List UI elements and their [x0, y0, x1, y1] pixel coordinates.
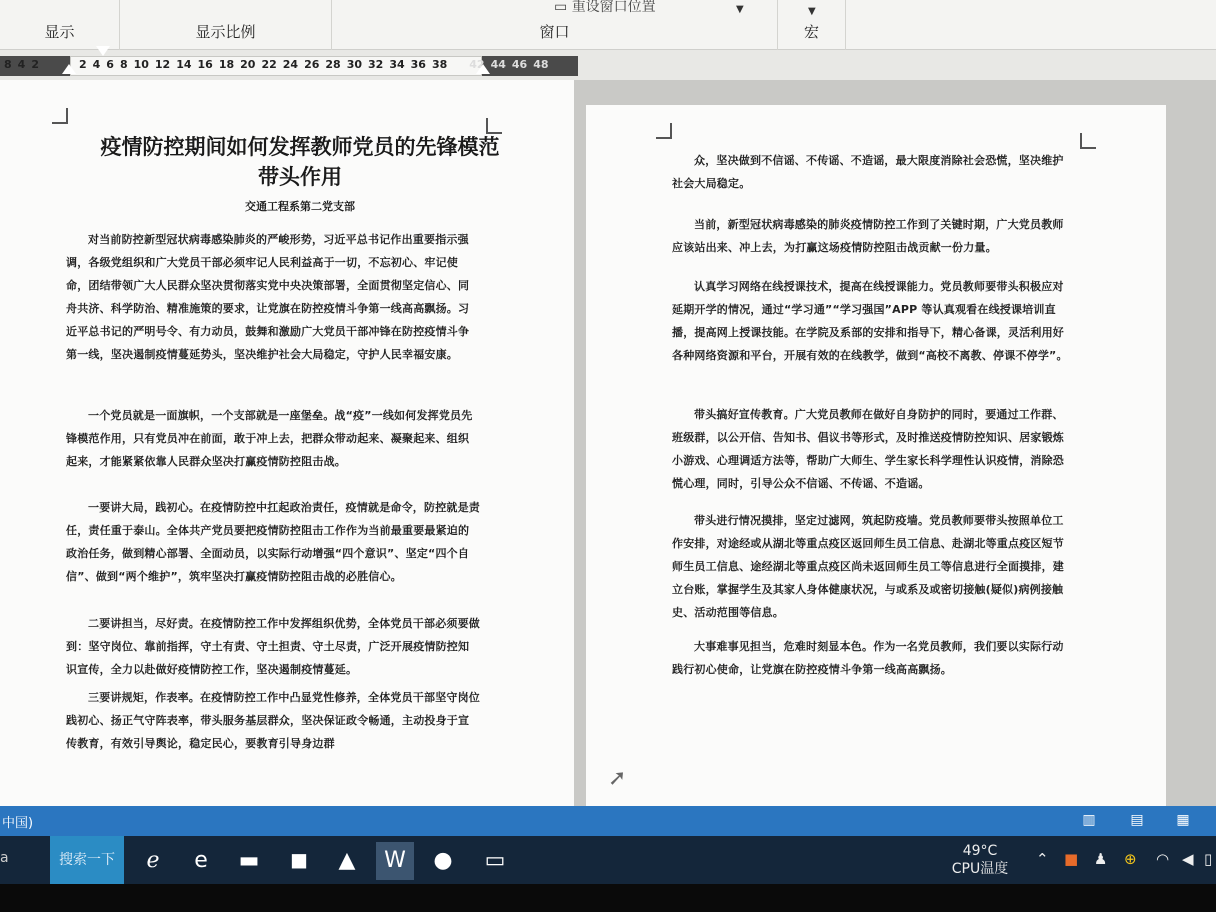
word-app-icon[interactable]: W	[376, 842, 414, 880]
paragraph[interactable]: 带头进行情况摸排，坚定过滤网，筑起防疫墙。党员教师要带头按照单位工作安排，对途经或从湖北等重点疫区返回师生员工信息、赴湖北等重点疫区短节师生员工信息、途经湖北等重点疫区尚未返回师生员工等信息进行全面摸排，建立台账，掌握学生及其家人身体健康状况，与或系及或密切接触(疑似)病例接触史、活动范围等信息。	[672, 514, 1064, 619]
crop-mark	[52, 108, 68, 124]
chevron-down-icon[interactable]: ▼	[736, 4, 744, 15]
app-yellow-icon[interactable]: ◼	[289, 848, 309, 873]
temperature-value: 49°C	[962, 843, 998, 859]
window-icon: ▭	[554, 0, 568, 15]
read-mode-icon[interactable]: ▥	[1082, 812, 1096, 828]
cpu-temperature[interactable]	[948, 842, 1012, 878]
paragraph[interactable]: 二要讲担当，尽好责。在疫情防控工作中发挥组织优势，全体党员干部必须要做到：坚守岗位、靠前指挥，守土有责、守土担责、守土尽责，广泛开展疫情防控知识宣传，全力以赴做好疫情防控工作，坚决遏制疫情蔓延。	[66, 617, 480, 676]
window-app-icon[interactable]: ▭	[484, 848, 506, 873]
right-indent-marker[interactable]	[476, 64, 490, 74]
wifi-icon[interactable]: ◠	[1156, 850, 1170, 868]
paragraph[interactable]: 当前，新型冠状病毒感染的肺炎疫情防控工作到了关键时期，广大党员教师应该站出来、冲上去，为打赢这场疫情防控阻击战贡献一份力量。	[672, 218, 1064, 254]
reset-window-position-button[interactable]: ▭ 重设窗口位置	[554, 0, 656, 15]
page-1[interactable]	[0, 80, 574, 806]
file-explorer-icon[interactable]: ▬	[238, 848, 260, 873]
web-layout-icon[interactable]: ▦	[1176, 812, 1190, 828]
ruler-numbers: 8 4 2 2 4 6 8 10 12 14 16 18 20 22 24 26 28 30 32 34 36 38 42 44 46 48	[4, 58, 549, 71]
cpu-temp-label: CPU温度	[951, 861, 1009, 877]
document-area[interactable]	[0, 80, 1216, 806]
paragraph[interactable]: 带头搞好宣传教育。广大党员教师在做好自身防护的同时，要通过工作群、班级群，以公开信、告知书、倡议书等形式，及时推送疫情防控知识、居家锻炼小游戏、心理调适方法等，帮助广大师生、学生家长科学理性认识疫情，消除恐慌心理，同时，引导公众不信谣、不传谣、不造谣。	[672, 408, 1064, 490]
edge-browser-icon[interactable]: e	[194, 848, 208, 873]
chevron-up-icon[interactable]: ⌃	[1036, 850, 1049, 868]
chevron-down-icon[interactable]: ▼	[808, 6, 816, 17]
paragraph[interactable]: 认真学习网络在线授课技术，提高在线授课能力。党员教师要带头积极应对延期开学的情况，通过“学习通”“学习强国”APP 等认真观看在线授课培训直播，提高网上授课技能。在学院及系部的安排和指导下，精心备课，灵活利用好各种网络资源和平台，开展有效的在线教学，做到“高校不离教、停课不停学”。	[672, 280, 1068, 362]
ribbon-group-show	[0, 0, 120, 50]
tray-user-icon[interactable]: ♟	[1094, 850, 1108, 868]
document-byline[interactable]: 交通工程系第二党支部	[245, 200, 355, 213]
paragraph[interactable]: 大事难事见担当，危难时刻显本色。作为一名党员教师，我们要以实际行动践行初心使命，让党旗在防控疫情斗争第一线高高飘扬。	[672, 640, 1064, 676]
taskbar-left-fragment: a	[0, 850, 9, 866]
ribbon-group-macro[interactable]	[778, 0, 846, 50]
ribbon-group-zoom	[120, 0, 332, 50]
paragraph[interactable]: 一要讲大局，践初心。在疫情防控中扛起政治责任，疫情就是命令，防控就是责任，责任重于泰山。全体共产党员要把疫情防控阻击工作作为当前最重要最紧迫的政治任务，做到精心部署、全面动员，以实际行动增强“四个意识”、坚定“四个自信”、做到“两个维护”，筑牢坚决打赢疫情防控阻击战的必胜信心。	[66, 501, 480, 583]
document-title[interactable]: 疫情防控期间如何发挥教师党员的先锋模范带头作用	[100, 134, 500, 189]
taskbar	[0, 836, 1216, 884]
horizontal-ruler[interactable]	[0, 50, 1216, 80]
crop-mark	[656, 123, 672, 139]
tray-plus-icon[interactable]: ⊕	[1124, 850, 1137, 868]
volume-icon[interactable]: ◀	[1182, 850, 1194, 868]
paragraph[interactable]: 众，坚决做到不信谣、不传谣、不造谣，最大限度消除社会恐慌，坚决维护社会大局稳定。	[672, 154, 1064, 190]
notification-icon[interactable]: ▯	[1204, 850, 1213, 868]
ie-browser-icon[interactable]: ℯ	[146, 848, 160, 873]
paragraph[interactable]: 对当前防控新型冠状病毒感染肺炎的严峻形势，习近平总书记作出重要指示强调，各级党组织和广大党员干部必须牢记人民利益高于一切，不忘初心、牢记使命，团结带领广大人民群众坚决贯彻落实党中央决策部署，全面贯彻坚定信心、同舟共济、科学防治、精准施策的要求，让党旗在防控疫情斗争第一线高高飘扬。习近平总书记的严明号令、有力动员，鼓舞和激励广大党员干部冲锋在防控疫情斗争第一线，坚决遏制疫情蔓延势头，坚决维护社会大局稳定，守护人民幸福安康。	[66, 233, 470, 361]
first-line-indent-marker[interactable]	[96, 46, 110, 56]
ribbon	[0, 0, 1216, 50]
photos-icon[interactable]: ▲	[338, 848, 356, 873]
taskbar-search[interactable]: 搜索一下	[50, 836, 124, 884]
ribbon-group-label: 显示比例	[195, 23, 256, 41]
ribbon-group-window	[332, 0, 778, 50]
language-indicator[interactable]: 中国)	[2, 816, 34, 831]
ribbon-group-label: 显示	[44, 23, 75, 41]
mouse-pointer-icon: ➚	[608, 766, 627, 791]
tray-app-icon[interactable]: ■	[1064, 850, 1079, 868]
page-2[interactable]	[586, 105, 1166, 806]
ribbon-group-label: 宏	[803, 23, 819, 41]
print-layout-icon[interactable]: ▤	[1130, 812, 1144, 828]
crop-mark	[1080, 133, 1096, 149]
screen-bezel	[0, 884, 1216, 912]
ribbon-group-label: 窗口	[539, 23, 570, 41]
globe-app-icon[interactable]: ●	[433, 848, 453, 873]
status-bar	[0, 806, 1216, 836]
paragraph[interactable]: 三要讲规矩，作表率。在疫情防控工作中凸显党性修养，全体党员干部坚守岗位践初心、扬正气守阵表率，带头服务基层群众，坚决保证政令畅通，主动投身于宣传教育，有效引导舆论，稳定民心，要教育引导身边群	[66, 691, 480, 750]
left-indent-marker[interactable]	[62, 64, 76, 74]
paragraph[interactable]: 一个党员就是一面旗帜，一个支部就是一座堡垒。战“疫”一线如何发挥党员先锋模范作用，只有党员冲在前面，敢于冲上去，把群众带动起来、凝聚起来、组织起来，才能紧紧依靠人民群众坚决打赢疫情防控阻击战。	[66, 409, 473, 468]
